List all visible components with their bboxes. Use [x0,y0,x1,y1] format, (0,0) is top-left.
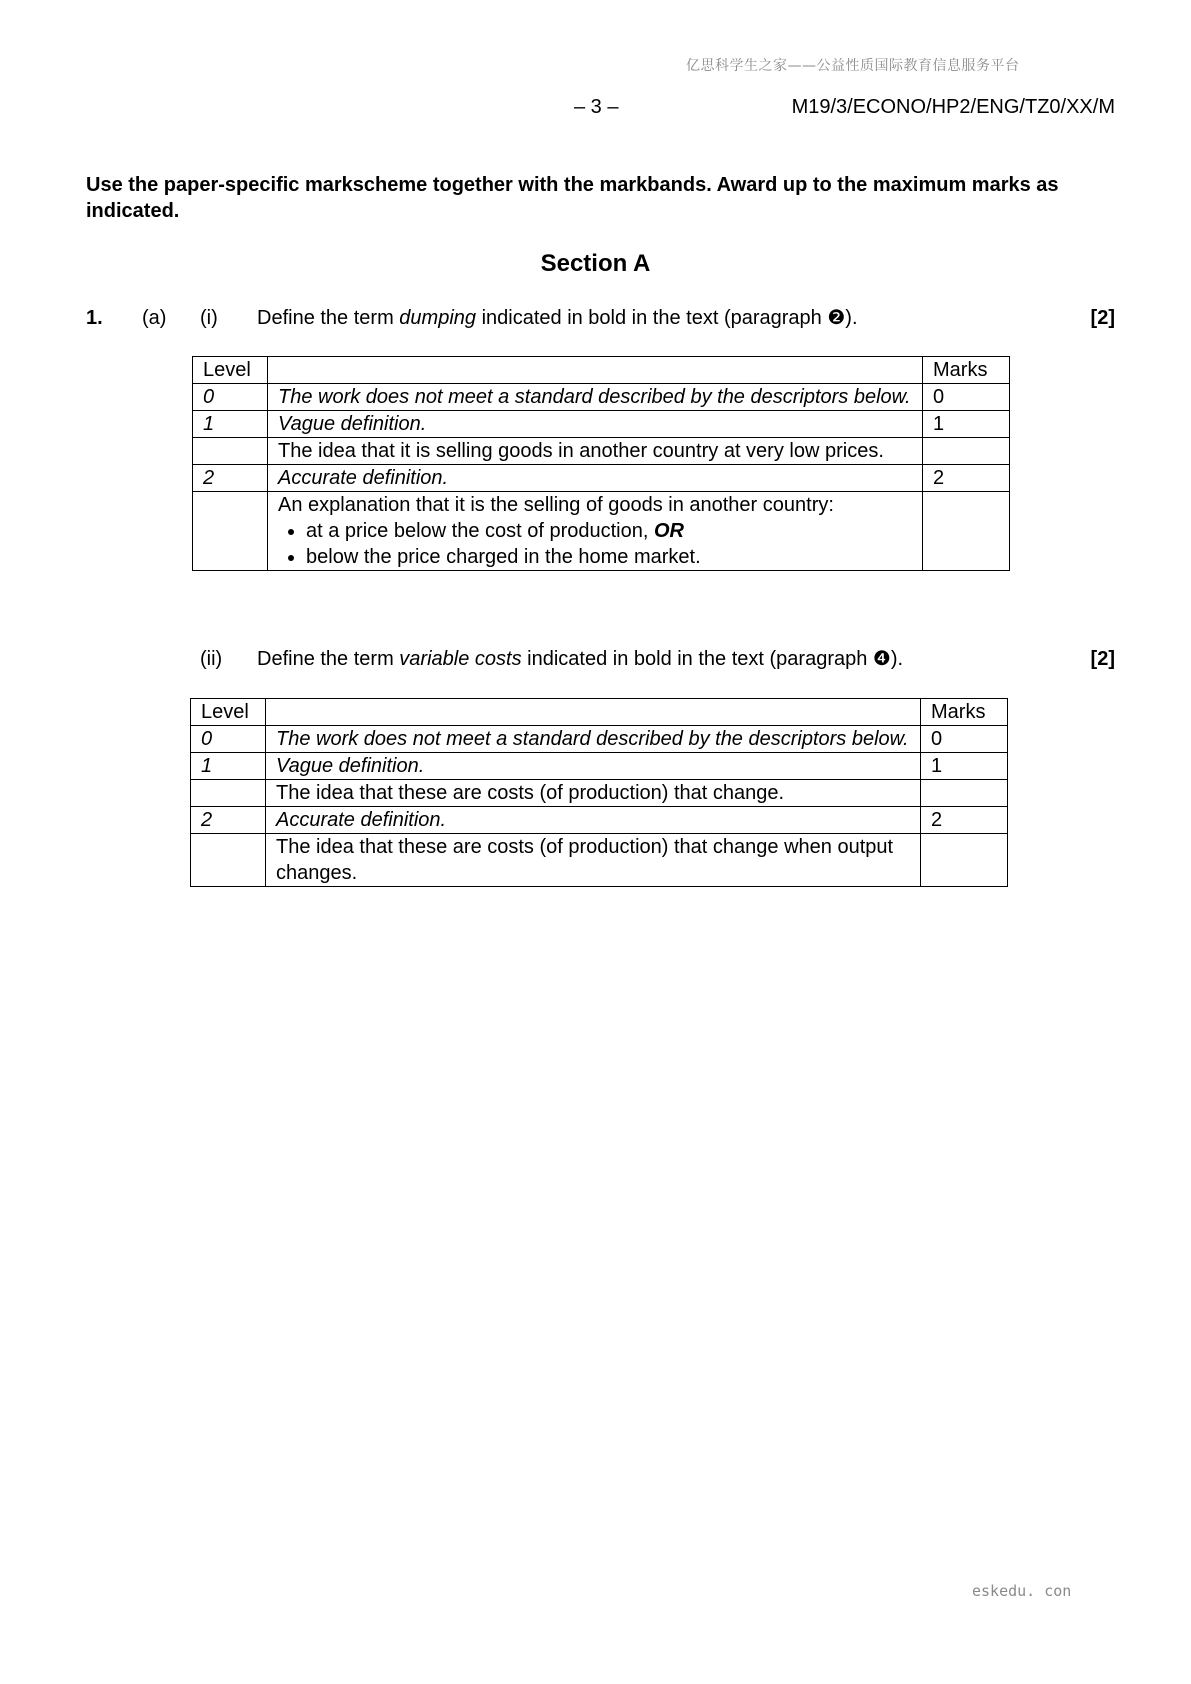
level-cell: 1 [191,753,266,780]
bullet-text: at a price below the cost of production, [306,520,654,542]
table-row [193,465,1010,492]
markscheme-table-i [192,356,1010,571]
header-level: Level [191,699,266,726]
header-marks: Marks [923,357,1010,384]
marks-cell: 2 [921,807,1008,834]
detail-cell: The idea that these are costs (of production) that change when output changes. [266,834,921,887]
detail-bullet-list [278,518,914,570]
table-row [191,780,1008,807]
table-row [193,492,1010,571]
markscheme-table-ii [190,698,1008,887]
bullet-item [306,518,914,544]
table-header-row [193,357,1010,384]
detail-cell: The idea that these are costs (of production) that change. [266,780,921,807]
sub-question-ii-marks: [2] [1090,648,1115,670]
paper-code: M19/3/ECONO/HP2/ENG/TZ0/XX/M [791,96,1115,118]
header-marks: Marks [921,699,1008,726]
descriptor-cell: The work does not meet a standard described by the descriptors below. [268,384,923,411]
detail-intro: An explanation that it is the selling of goods in another country: [278,494,834,516]
question-text-before: Define the term [257,307,400,329]
question-number: 1. [86,307,103,329]
marks-cell: 2 [923,465,1010,492]
watermark-bottom: eskedu. con [972,1582,1072,1600]
table-row [193,438,1010,465]
marks-cell [923,438,1010,465]
instruction-text: Use the paper-specific markscheme together with the markbands. Award up to the maximum marks as indicated. [86,174,1059,222]
page-number: – 3 – [574,96,619,118]
sub-question-i-marks: [2] [1090,307,1115,329]
marks-cell [923,492,1010,571]
sub-question-i-label: (i) [200,307,218,329]
level-cell [191,780,266,807]
question-text-before: Define the term [257,648,400,670]
table-row [191,834,1008,887]
or-emphasis: OR [653,520,684,542]
header-level: Level [193,357,268,384]
marks-cell: 0 [921,726,1008,753]
term-dumping: dumping [399,307,477,329]
descriptor-cell: Accurate definition. [266,807,921,834]
marks-cell: 1 [921,753,1008,780]
level-cell [191,834,266,887]
question-text-after: indicated in bold in the text (paragraph ❹). [521,648,904,670]
sub-question-ii-text [257,646,903,672]
header-descriptor [266,699,921,726]
level-cell: 2 [191,807,266,834]
bullet-item: • below the price charged in the home market. [306,544,914,570]
marks-cell: 1 [923,411,1010,438]
sub-question-ii-label: (ii) [200,648,223,670]
header-descriptor [268,357,923,384]
level-cell [193,438,268,465]
descriptor-cell: Vague definition. [268,411,923,438]
level-cell: 2 [193,465,268,492]
table-header-row [191,699,1008,726]
watermark-top: 亿思科学生之家——公益性质国际教育信息服务平台 [686,58,1020,74]
descriptor-cell: The work does not meet a standard described by the descriptors below. [266,726,921,753]
level-cell: 0 [191,726,266,753]
descriptor-cell: Vague definition. [266,753,921,780]
table-row [193,411,1010,438]
table-row [191,726,1008,753]
level-cell: 1 [193,411,268,438]
section-title: Section A [540,250,651,277]
level-cell: 0 [193,384,268,411]
descriptor-cell: Accurate definition. [268,465,923,492]
table-row [191,753,1008,780]
level-cell [193,492,268,571]
question-part: (a) [142,307,167,329]
marks-cell [921,834,1008,887]
detail-cell [268,492,923,571]
marks-cell: 0 [923,384,1010,411]
term-variable-costs: variable costs [399,648,522,670]
detail-cell: The idea that it is selling goods in another country at very low prices. [268,438,923,465]
table-row [193,384,1010,411]
marks-cell [921,780,1008,807]
sub-question-i-text [257,305,858,331]
question-text-after: indicated in bold in the text (paragraph ❷). [476,307,858,329]
table-row [191,807,1008,834]
